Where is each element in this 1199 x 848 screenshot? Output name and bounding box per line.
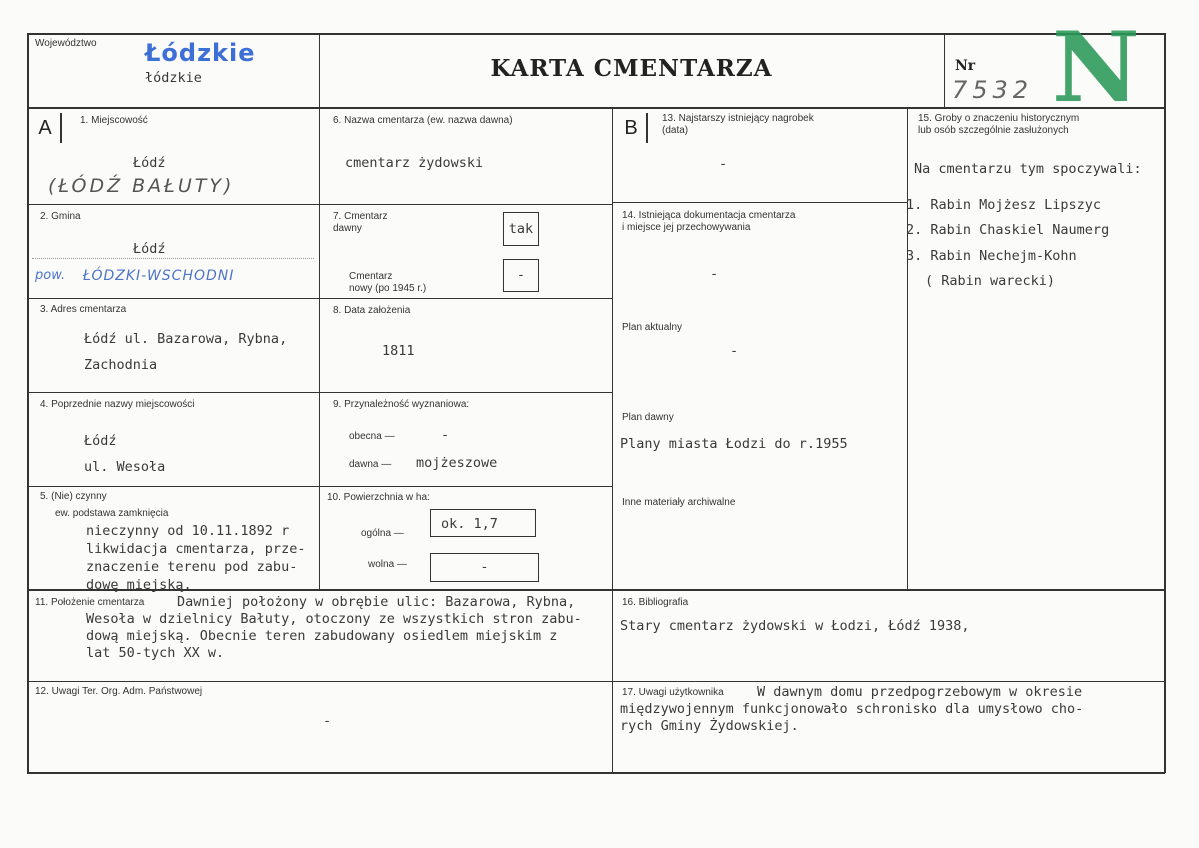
field-12-label: 12. Uwagi Ter. Org. Adm. Państwowej xyxy=(35,686,203,697)
column-divider-3 xyxy=(907,107,908,589)
field-13-value: - xyxy=(719,156,728,172)
field-6-value: cmentarz żydowski xyxy=(345,155,484,171)
field-9-label: 9. Przynależność wyznaniowa: xyxy=(333,399,470,410)
field-5-value: nieczynny od 10.11.1892 r likwidacja cmentarza, prze- znaczenie terenu pod zabu- dowę miejską. xyxy=(86,523,306,593)
field-1-label: 1. Miejscowość xyxy=(80,115,148,126)
field-2-value: Łódź xyxy=(133,241,166,257)
column-divider-2 xyxy=(612,107,613,773)
field-9-dawna-value: mojżeszowe xyxy=(416,455,498,471)
field-4-label: 4. Poprzednie nazwy miejscowości xyxy=(40,399,195,410)
field-10-label: 10. Powierzchnia w ha: xyxy=(327,492,430,503)
frame-right xyxy=(1164,33,1166,773)
field-3-label: 3. Adres cmentarza xyxy=(40,304,127,315)
frame-top xyxy=(27,33,1165,35)
plan-aktualny-value: - xyxy=(730,343,739,359)
grave-item: 3. Rabin Nechejm-Kohn xyxy=(906,248,1077,264)
section-b-marker: B xyxy=(616,113,648,143)
header-divider xyxy=(27,107,1165,109)
nr-label: Nr xyxy=(955,58,976,74)
grave-item: ( Rabin warecki) xyxy=(925,273,1056,289)
field-5-label: 5. (Nie) czynny xyxy=(40,491,107,502)
field-16-value: Stary cmentarz żydowski w Łodzi, Łódź 1938, xyxy=(620,618,970,634)
field-10-wolna-value: - xyxy=(430,553,539,582)
field-7-dawny-label: 7. Cmentarz dawny xyxy=(333,211,388,234)
plan-dawny-label: Plan dawny xyxy=(622,412,674,423)
field-9-obecna-label: obecna — xyxy=(349,431,395,442)
field-17-value: międzywojennym funkcjonowało schronisko dla umysłowo cho- rych Gminy Żydowskiej. xyxy=(620,701,1084,734)
field-2-label: 2. Gmina xyxy=(40,211,81,222)
page-title: KARTA CMENTARZA xyxy=(490,55,773,82)
row-line xyxy=(27,486,612,487)
field-14-value: - xyxy=(710,266,719,282)
field-10-ogolna-label: ogólna — xyxy=(361,528,404,539)
field-13-label: 13. Najstarszy istniejący nagrobek (data) xyxy=(662,113,814,136)
nr-value: 7532 xyxy=(952,76,1034,104)
nr-divider xyxy=(944,33,945,107)
field-8-value: 1811 xyxy=(382,343,415,359)
field-7-nowy-label: Cmentarz nowy (po 1945 r.) xyxy=(349,271,427,294)
field-5-sublabel: ew. podstawa zamknięcia xyxy=(55,508,169,519)
dotted-line xyxy=(32,258,314,259)
field-7-dawny-value: tak xyxy=(503,212,539,246)
field-10-ogolna-value: ok. 1,7 xyxy=(430,509,536,537)
field-14-label: 14. Istniejąca dokumentacja cmentarza i miejsce jej przechowywania xyxy=(622,210,796,233)
field-17-value-first: W dawnym domu przedpogrzebowym w okresie xyxy=(757,684,1083,700)
field-1-handwritten: (ŁÓDŹ BAŁUTY) xyxy=(48,175,235,197)
inne-materialy-label: Inne materiały archiwalne xyxy=(622,497,736,508)
field-6-label: 6. Nazwa cmentarza (ew. nazwa dawna) xyxy=(333,115,513,126)
field-12-value: - xyxy=(323,713,332,729)
corner-stamp: N xyxy=(1052,11,1140,124)
field-9-obecna-value: - xyxy=(441,427,450,443)
field-8-label: 8. Data założenia xyxy=(333,305,411,316)
field-15-label: 15. Groby o znaczeniu historycznym lub osób szczególnie zasłużonych xyxy=(918,113,1080,136)
field-4-value: Łódź ul. Wesoła xyxy=(84,433,166,475)
field-1-value: Łódź xyxy=(133,155,166,171)
field-16-label: 16. Bibliografia xyxy=(622,597,689,608)
field-15-intro: Na cmentarzu tym spoczywali: xyxy=(914,161,1142,177)
frame-left xyxy=(27,33,29,773)
row-line xyxy=(27,204,612,205)
row-line xyxy=(27,298,612,299)
frame-bottom xyxy=(27,772,1165,774)
field-17-label: 17. Uwagi użytkownika xyxy=(622,687,724,698)
section-a-marker: A xyxy=(30,113,62,143)
field-11-label: 11. Położenie cmentarza xyxy=(35,597,145,608)
wojewodztwo-value: łódzkie xyxy=(145,70,202,86)
row-line xyxy=(612,202,907,203)
column-divider-1 xyxy=(319,33,320,589)
field-10-wolna-label: wolna — xyxy=(368,559,407,570)
row-line xyxy=(27,681,1165,682)
row-line xyxy=(27,392,612,393)
field-11-value: Wesoła w dzielnicy Bałuty, otoczony ze wszystkich stron zabu- dową miejską. Obecnie teren zabudowany osiedlem miejskim z lat 50-tych XX w. xyxy=(86,611,582,661)
grave-item: 2. Rabin Chaskiel Naumerg xyxy=(906,222,1110,238)
field-2-handwritten: ŁÓDZKI-WSCHODNI xyxy=(83,268,235,284)
wojewodztwo-label: Województwo xyxy=(35,38,97,49)
wojewodztwo-stamp: Łódzkie xyxy=(145,39,256,67)
plan-dawny-value: Plany miasta Łodzi do r.1955 xyxy=(620,436,848,452)
field-2-prefix: pow. xyxy=(35,268,66,283)
plan-aktualny-label: Plan aktualny xyxy=(622,322,683,333)
field-9-dawna-label: dawna — xyxy=(349,459,392,470)
field-7-nowy-value: - xyxy=(503,259,539,292)
field-3-value: Łódź ul. Bazarowa, Rybna, Zachodnia xyxy=(84,331,288,373)
field-11-value-first: Dawniej położony w obrębie ulic: Bazarowa, Rybna, xyxy=(177,594,576,610)
grave-item: 1. Rabin Mojżesz Lipszyc xyxy=(906,197,1102,213)
